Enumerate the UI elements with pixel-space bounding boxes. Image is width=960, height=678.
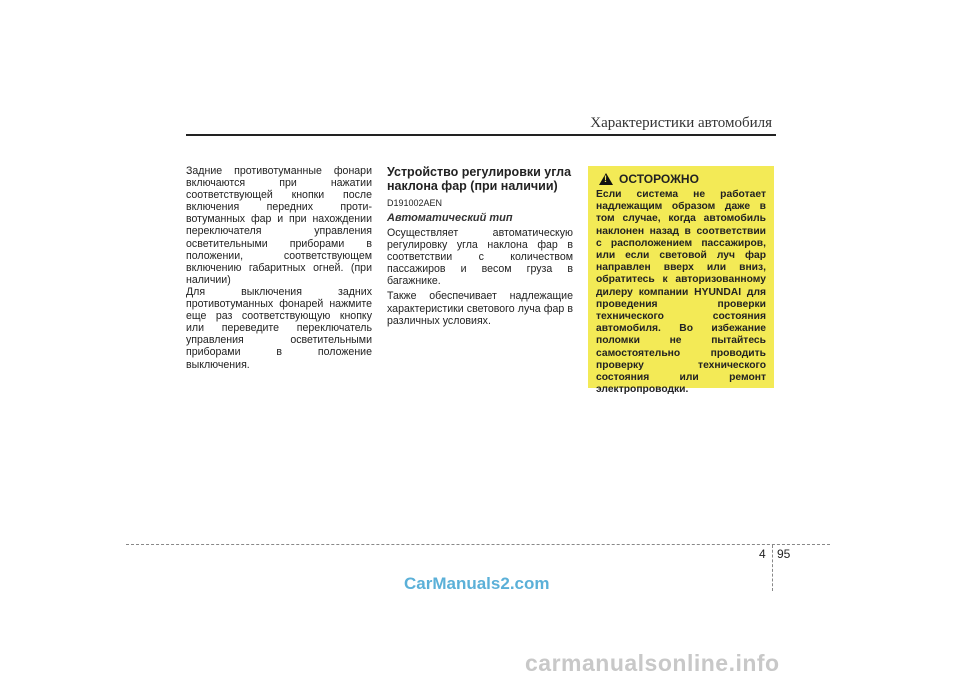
- section-code: D191002AEN: [387, 198, 443, 208]
- chapter-number: 4: [759, 547, 766, 561]
- paragraph-beam: Также обеспечивает надлежащие характеристики светового луча фар в различных условиях.: [387, 290, 573, 327]
- left-column: [186, 165, 372, 371]
- middle-column: [387, 165, 573, 327]
- watermark-carmanuals2[interactable]: CarManuals2.com: [404, 574, 550, 593]
- paragraph-fog-on: Задние противотуманные фонари включаются при нажатии соответствующей кнопки после включения передних проти-вотуманных фар и при нахождении переключателя управления осветительными приборами в положении, соответствующем включению габаритных огней. (при наличии): [186, 165, 372, 286]
- page-number: 95: [777, 547, 791, 561]
- page-header-title: Характеристики автомобиля: [590, 115, 772, 131]
- footer-divider: [772, 545, 773, 591]
- paragraph-fog-off: Для выключения задних противотуманных фонарей нажмите еще раз соответствующую кнопку или переведите переключатель управления осветительными приборами в положение выключения.: [186, 285, 372, 371]
- warning-triangle-icon: !: [599, 173, 613, 185]
- header-rule: [186, 134, 776, 136]
- warning-title: ОСТОРОЖНО: [619, 172, 699, 186]
- footer-rule: [126, 544, 830, 545]
- watermark-carmanualsonline[interactable]: carmanualsonline.info: [525, 650, 780, 676]
- section-subtitle: Автоматический тип: [387, 212, 513, 224]
- warning-text: Если система не работает надлежащим образом даже в том случае, когда автомобиль наклонен назад в соответствии с расположением пассажиров, или если световой луч фар направлен вверх или вниз, обратитесь к авторизованному дилеру компании HYUNDAI для проведения проверки технического состояния автомобиля. Во избежание поломки не пытайтесь самостоятельно проводить проверку технического состояния или ремонт электропроводки.: [596, 189, 766, 396]
- warning-box: [588, 166, 774, 396]
- warning-header: [599, 172, 766, 186]
- paragraph-auto-leveling: Осуществляет автоматическую регулировку угла наклона фар в соответствии с количеством пассажиров и весом груза в багажнике.: [387, 227, 573, 288]
- section-title: Устройство регулировки угла наклона фар (при наличии): [387, 165, 572, 193]
